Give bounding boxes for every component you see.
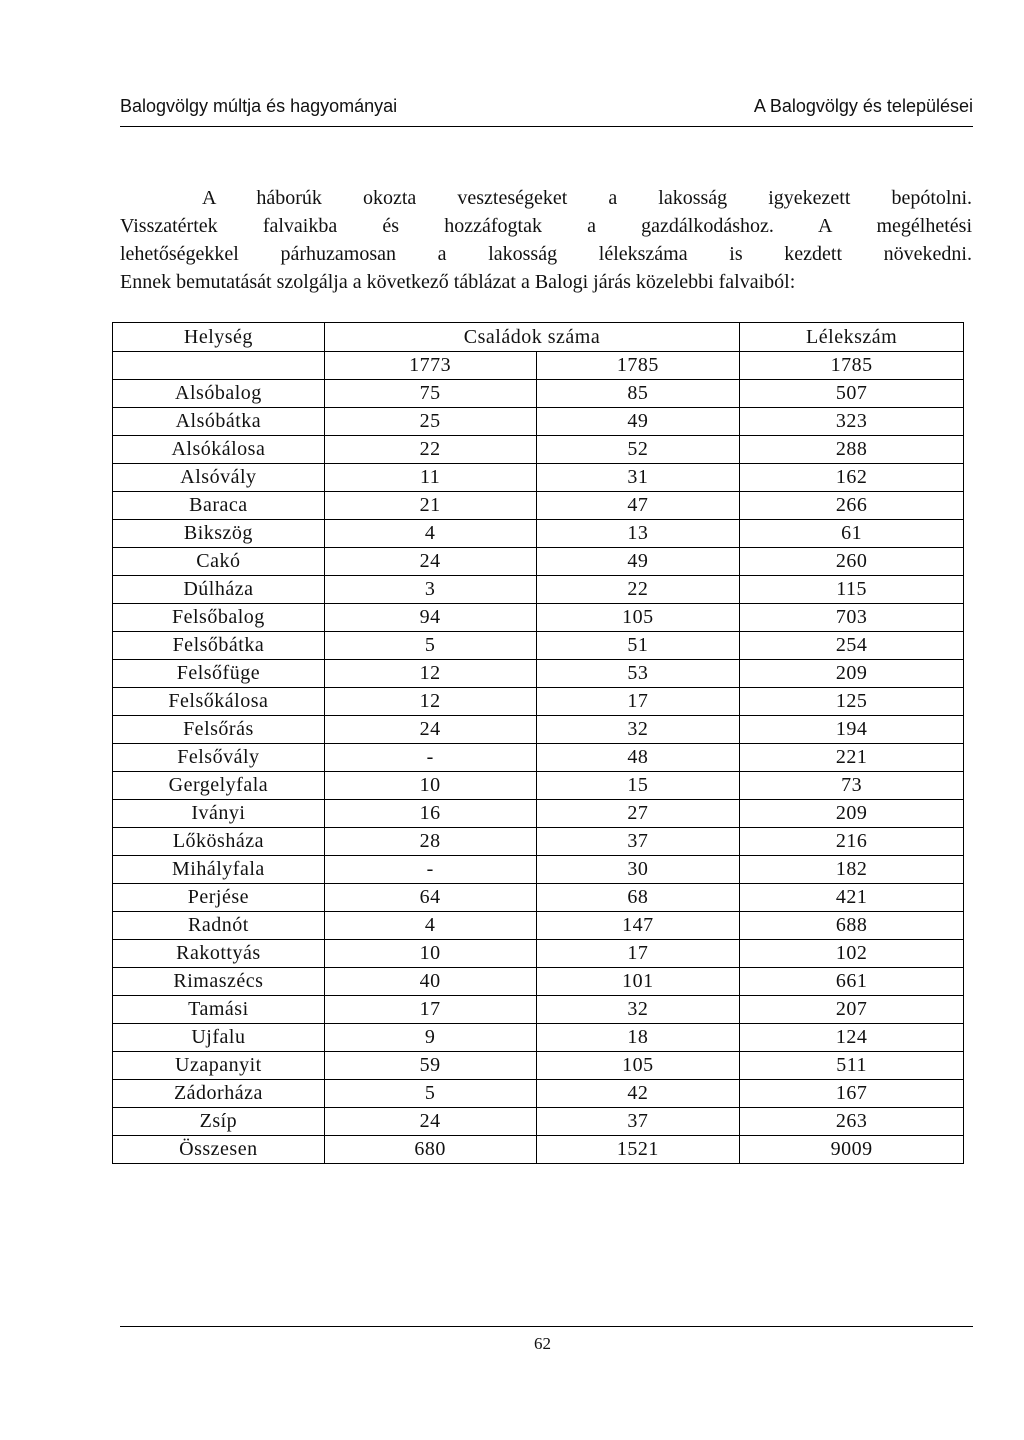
cell-families-1785: 17	[536, 940, 740, 968]
cell-families-1785: 105	[536, 604, 740, 632]
table-row	[113, 968, 964, 996]
cell-families-1773: 25	[324, 408, 536, 436]
cell-families-1773: 40	[324, 968, 536, 996]
cell-population-1785: 266	[740, 492, 964, 520]
header-chapter-title: A Balogvölgy és települései	[753, 96, 973, 116]
paragraph-line: lehetőségekkel párhuzamosan a lakosság lélekszáma is kezdett növekedni.	[120, 243, 972, 265]
table-row	[113, 1024, 964, 1052]
cell-population-1785: 288	[740, 436, 964, 464]
page-number: 62	[534, 1334, 551, 1353]
cell-population-1785: 209	[740, 800, 964, 828]
cell-families-1773: 9	[324, 1024, 536, 1052]
cell-place: Felsőkálosa	[113, 688, 325, 716]
table-row	[113, 828, 964, 856]
cell-families-1785: 32	[536, 996, 740, 1024]
table-row	[113, 716, 964, 744]
table-row	[113, 576, 964, 604]
cell-families-1785: 49	[536, 408, 740, 436]
cell-place: Felsőbalog	[113, 604, 325, 632]
cell-families-1773: 3	[324, 576, 536, 604]
paragraph-line: Visszatértek falvaikba és hozzáfogtak a gazdálkodáshoz. A megélhetési	[120, 215, 972, 237]
cell-families-1773: 680	[324, 1136, 536, 1164]
header-place: Helység	[113, 323, 325, 352]
cell-families-1785: 105	[536, 1052, 740, 1080]
cell-families-1785: 37	[536, 1108, 740, 1136]
table-row	[113, 688, 964, 716]
cell-families-1773: 10	[324, 940, 536, 968]
cell-families-1785: 48	[536, 744, 740, 772]
cell-place: Tamási	[113, 996, 325, 1024]
cell-place: Baraca	[113, 492, 325, 520]
header-book-title: Balogvölgy múltja és hagyományai	[120, 96, 398, 116]
table-row	[113, 884, 964, 912]
cell-place: Zsíp	[113, 1108, 325, 1136]
cell-families-1785: 15	[536, 772, 740, 800]
cell-families-1773: 24	[324, 716, 536, 744]
cell-place: Uzapanyit	[113, 1052, 325, 1080]
cell-families-1785: 42	[536, 1080, 740, 1108]
table-row	[113, 632, 964, 660]
cell-families-1773: 5	[324, 632, 536, 660]
cell-families-1785: 147	[536, 912, 740, 940]
cell-population-1785: 263	[740, 1108, 964, 1136]
cell-place: Felsőrás	[113, 716, 325, 744]
cell-place: Felsőfüge	[113, 660, 325, 688]
cell-population-1785: 125	[740, 688, 964, 716]
paragraph-line: Ennek bemutatását szolgálja a következő táblázat a Balogi járás közelebbi falvaiból:	[120, 271, 796, 293]
subheader-families-1785: 1785	[536, 352, 740, 380]
intro-paragraph	[120, 184, 972, 296]
cell-place: Alsóbalog	[113, 380, 325, 408]
cell-families-1773: 28	[324, 828, 536, 856]
cell-families-1785: 27	[536, 800, 740, 828]
cell-families-1785: 31	[536, 464, 740, 492]
cell-families-1785: 51	[536, 632, 740, 660]
cell-population-1785: 216	[740, 828, 964, 856]
cell-population-1785: 323	[740, 408, 964, 436]
cell-place: Bikszög	[113, 520, 325, 548]
cell-place: Rakottyás	[113, 940, 325, 968]
paragraph-line: A háborúk okozta veszteségeket a lakosság igyekezett bepótolni.	[202, 187, 972, 209]
cell-place: Alsóbátka	[113, 408, 325, 436]
cell-families-1785: 13	[536, 520, 740, 548]
table-subheader-row	[113, 352, 964, 380]
cell-families-1785: 53	[536, 660, 740, 688]
cell-population-1785: 421	[740, 884, 964, 912]
table-header-row	[113, 323, 964, 352]
cell-families-1773: 17	[324, 996, 536, 1024]
cell-population-1785: 260	[740, 548, 964, 576]
table-row	[113, 856, 964, 884]
cell-families-1785: 47	[536, 492, 740, 520]
cell-families-1773: 21	[324, 492, 536, 520]
cell-place: Perjése	[113, 884, 325, 912]
cell-population-1785: 507	[740, 380, 964, 408]
table-row	[113, 1108, 964, 1136]
cell-families-1773: 64	[324, 884, 536, 912]
cell-families-1773: 11	[324, 464, 536, 492]
cell-place: Dúlháza	[113, 576, 325, 604]
table-row	[113, 380, 964, 408]
cell-population-1785: 703	[740, 604, 964, 632]
cell-families-1773: 75	[324, 380, 536, 408]
cell-population-1785: 115	[740, 576, 964, 604]
cell-place: Felsővály	[113, 744, 325, 772]
cell-families-1785: 85	[536, 380, 740, 408]
cell-families-1785: 52	[536, 436, 740, 464]
table-row	[113, 408, 964, 436]
table-row	[113, 996, 964, 1024]
cell-families-1785: 101	[536, 968, 740, 996]
subheader-families-1773: 1773	[324, 352, 536, 380]
cell-families-1773: -	[324, 856, 536, 884]
cell-families-1785: 18	[536, 1024, 740, 1052]
cell-families-1773: 22	[324, 436, 536, 464]
table-row	[113, 1052, 964, 1080]
cell-families-1773: 10	[324, 772, 536, 800]
cell-families-1773: 5	[324, 1080, 536, 1108]
cell-families-1773: -	[324, 744, 536, 772]
table-row	[113, 548, 964, 576]
cell-population-1785: 209	[740, 660, 964, 688]
table-row	[113, 520, 964, 548]
cell-population-1785: 167	[740, 1080, 964, 1108]
table-body	[113, 380, 964, 1164]
cell-families-1773: 16	[324, 800, 536, 828]
cell-families-1773: 12	[324, 688, 536, 716]
cell-place: Lőkösháza	[113, 828, 325, 856]
cell-families-1785: 32	[536, 716, 740, 744]
subheader-population-1785: 1785	[740, 352, 964, 380]
cell-place: Mihályfala	[113, 856, 325, 884]
cell-place: Alsókálosa	[113, 436, 325, 464]
cell-place: Összesen	[113, 1136, 325, 1164]
table-row	[113, 492, 964, 520]
cell-families-1773: 12	[324, 660, 536, 688]
footer-rule	[120, 1326, 973, 1327]
cell-place: Alsóvály	[113, 464, 325, 492]
table-row	[113, 436, 964, 464]
table-row	[113, 464, 964, 492]
cell-families-1773: 24	[324, 1108, 536, 1136]
cell-families-1773: 4	[324, 912, 536, 940]
header-population: Lélekszám	[740, 323, 964, 352]
running-header	[120, 96, 973, 127]
cell-place: Felsőbátka	[113, 632, 325, 660]
table-row	[113, 604, 964, 632]
cell-families-1785: 22	[536, 576, 740, 604]
cell-population-1785: 182	[740, 856, 964, 884]
cell-population-1785: 61	[740, 520, 964, 548]
table-row	[113, 772, 964, 800]
cell-population-1785: 221	[740, 744, 964, 772]
table-row	[113, 940, 964, 968]
cell-place: Zádorháza	[113, 1080, 325, 1108]
cell-population-1785: 207	[740, 996, 964, 1024]
cell-families-1785: 37	[536, 828, 740, 856]
table-row	[113, 912, 964, 940]
cell-place: Ujfalu	[113, 1024, 325, 1052]
table-row	[113, 800, 964, 828]
cell-families-1773: 4	[324, 520, 536, 548]
cell-population-1785: 511	[740, 1052, 964, 1080]
table-row	[113, 660, 964, 688]
cell-population-1785: 9009	[740, 1136, 964, 1164]
cell-families-1785: 49	[536, 548, 740, 576]
cell-families-1785: 17	[536, 688, 740, 716]
cell-population-1785: 254	[740, 632, 964, 660]
table-row	[113, 1136, 964, 1164]
cell-families-1785: 1521	[536, 1136, 740, 1164]
cell-population-1785: 162	[740, 464, 964, 492]
table-row	[113, 744, 964, 772]
cell-place: Radnót	[113, 912, 325, 940]
cell-place: Rimaszécs	[113, 968, 325, 996]
cell-families-1785: 30	[536, 856, 740, 884]
cell-population-1785: 102	[740, 940, 964, 968]
cell-population-1785: 73	[740, 772, 964, 800]
cell-place: Cakó	[113, 548, 325, 576]
cell-population-1785: 124	[740, 1024, 964, 1052]
cell-families-1773: 94	[324, 604, 536, 632]
cell-families-1773: 24	[324, 548, 536, 576]
population-table	[112, 322, 964, 1164]
cell-families-1785: 68	[536, 884, 740, 912]
header-families: Családok száma	[324, 323, 739, 352]
cell-families-1773: 59	[324, 1052, 536, 1080]
table-row	[113, 1080, 964, 1108]
cell-population-1785: 661	[740, 968, 964, 996]
subheader-place	[113, 352, 325, 380]
cell-population-1785: 688	[740, 912, 964, 940]
cell-place: Iványi	[113, 800, 325, 828]
cell-population-1785: 194	[740, 716, 964, 744]
cell-place: Gergelyfala	[113, 772, 325, 800]
